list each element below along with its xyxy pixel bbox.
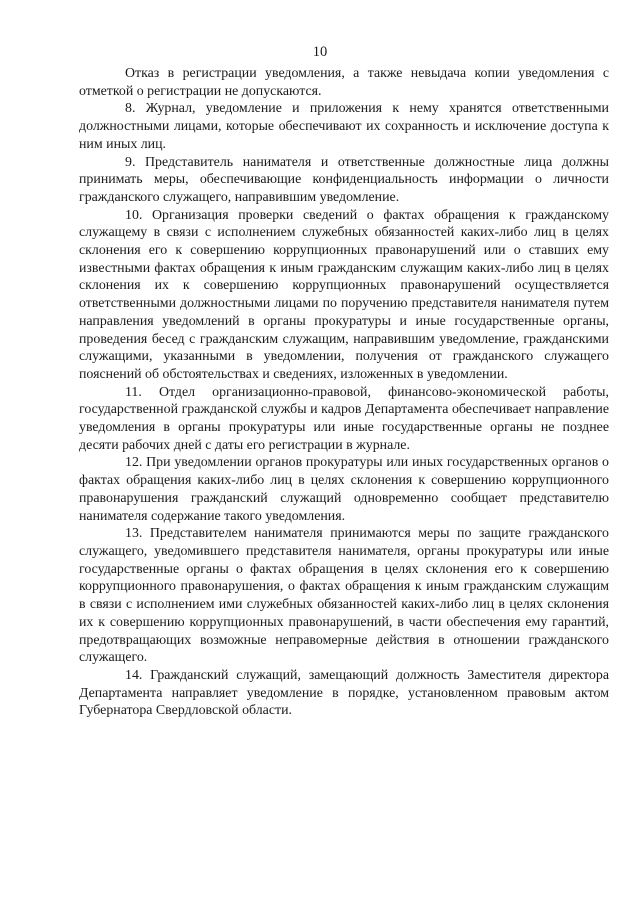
paragraph-8-journal-storage: 8. Журнал, уведомление и приложения к нему хранятся ответственными должностными лицами, которые обеспечивают их сохранность и исключение доступа к ним иных лиц. [79,101,609,152]
paragraph-13-protection-measures: 13. Представителем нанимателя принимаются меры по защите гражданского служащего, уведомившего представителя нанимателя, органы прокуратуры или иные государственные органы о фактах обращения в целях склонения его к совершению коррупционного правонарушения, о фактах обращения к иным гражданским служащим в связи с исполнением ими служебных обязанностей каких-либо лиц в целях склонения их к совершению коррупционных правонарушений, в части обеспечения ему гарантий, предотвращающих возможные неправомерные действия в отношении гражданского служащего. [79,526,609,666]
paragraph-registration-refusal: Отказ в регистрации уведомления, а также невыдача копии уведомления с отметкой о регистрации не допускаются. [79,66,609,99]
paragraph-9-confidentiality: 9. Представитель нанимателя и ответственные должностные лица должны принимать меры, обеспечивающие конфиденциальность информации о личности гражданского служащего, направившим уведомление. [79,154,609,205]
document-body [79,65,609,720]
paragraph-10-verification: 10. Организация проверки сведений о фактах обращения к гражданскому служащему в связи с исполнением служебных обязанностей каких-либо лиц в целях склонения его к совершению коррупционных правонарушений или о ставших ему известными фактах обращения к иным гражданским служащим каких-либо лиц в целях склонения их к совершению коррупционных правонарушений осуществляется ответственными должностными лицами по поручению представителя нанимателя путем направления уведомлений в органы прокуратуры и иные государственные органы, проведения бесед с гражданским служащим, направившим уведомление, гражданскими служащими, указанными в уведомлении, получения от гражданского служащего пояснений об обстоятельствах и сведениях, изложенных в уведомлении. [79,207,609,382]
page-number: 10 [312,44,328,60]
paragraph-11-department-notification: 11. Отдел организационно-правовой, финансово-экономической работы, государственной гражданской службы и кадров Департамента обеспечивает направление уведомления в органы прокуратуры или иные государственные органы не позднее десяти рабочих дней с даты его регистрации в журнале. [79,384,609,453]
paragraph-14-deputy-director: 14. Гражданский служащий, замещающий должность Заместителя директора Департамента направляет уведомление в порядке, установленном правовым актом Губернатора Свердловской области. [79,667,609,719]
paragraph-12-prosecutor-notification: 12. При уведомлении органов прокуратуры или иных государственных органов о фактах обращения каких-либо лиц в целях склонения к совершению коррупционного правонарушения гражданский служащий одновременно сообщает представителю нанимателя содержание такого уведомления. [79,455,609,524]
